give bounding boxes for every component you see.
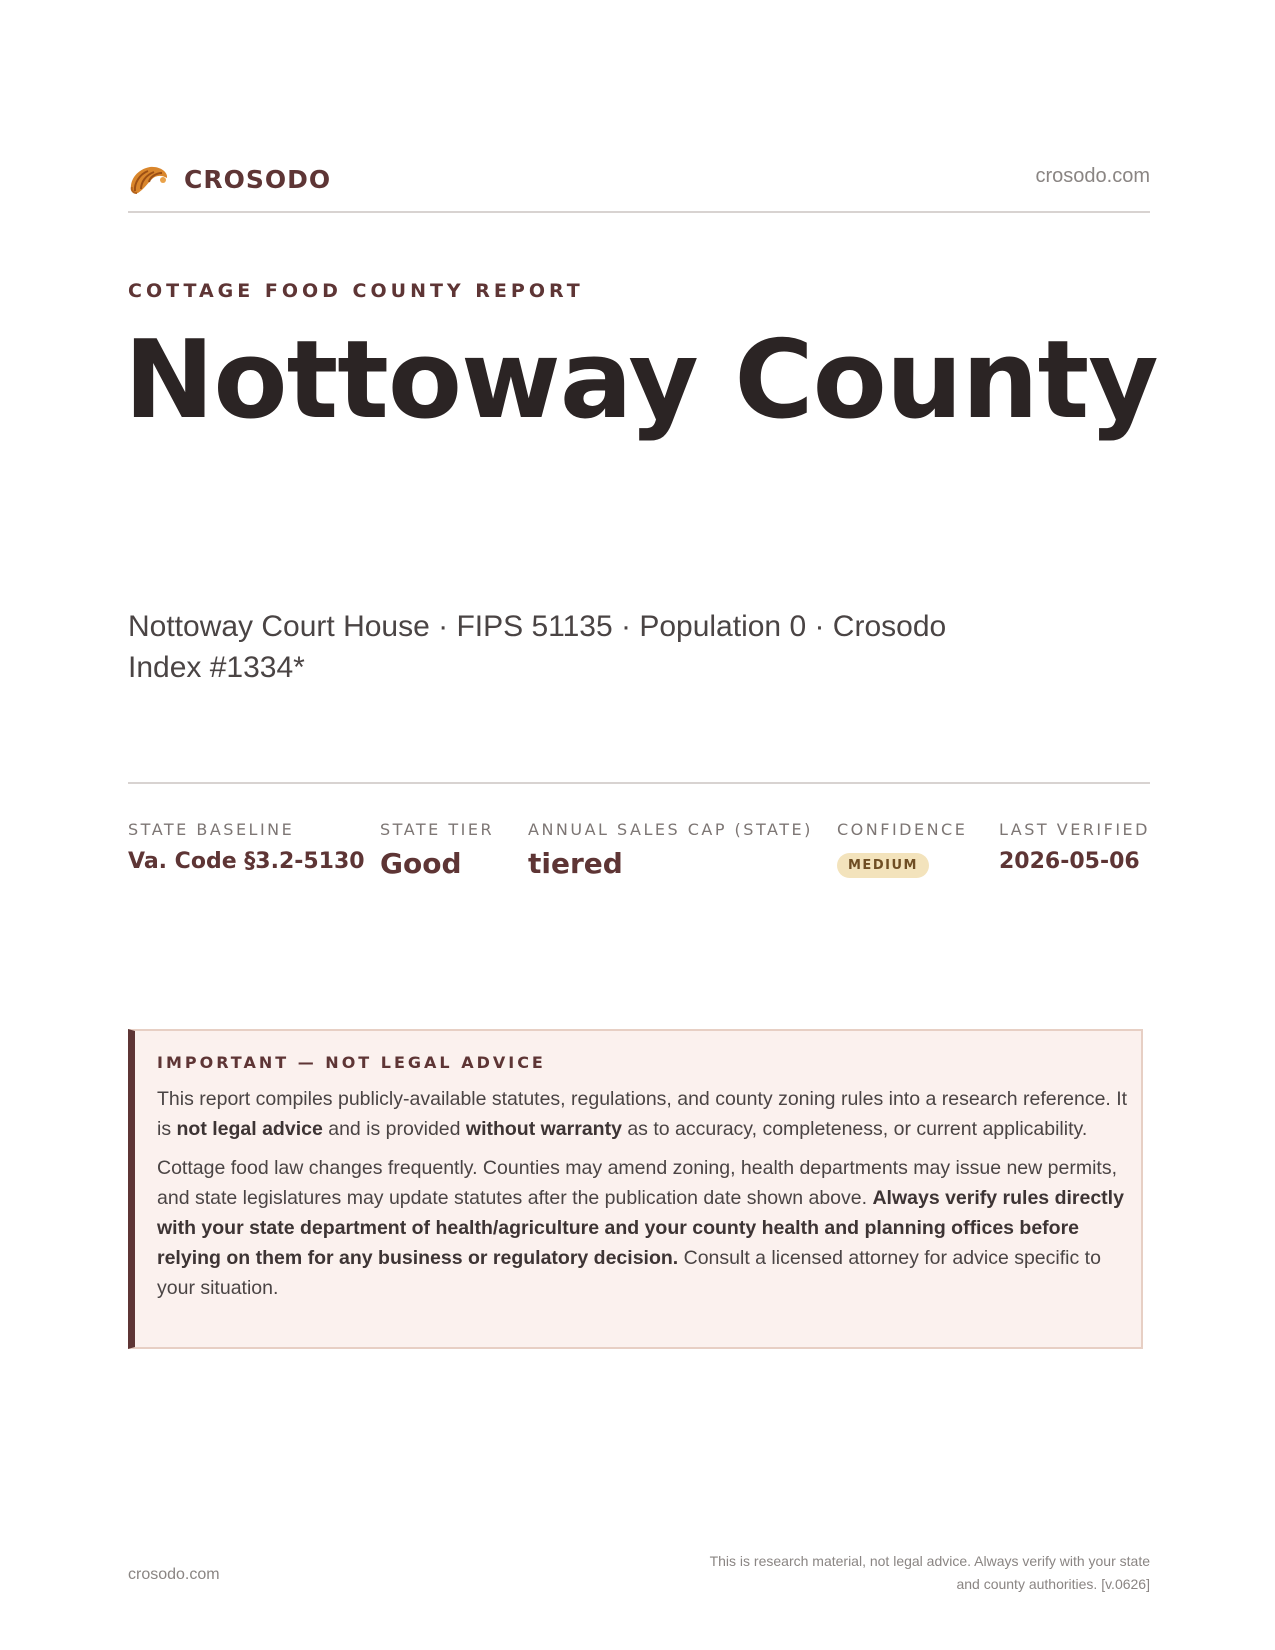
- report-eyebrow: COTTAGE FOOD COUNTY REPORT: [128, 280, 584, 302]
- footer-site-url[interactable]: crosodo.com: [128, 1566, 220, 1583]
- stat-label: LAST VERIFIED: [999, 820, 1150, 839]
- notice-emphasis: not legal advice: [176, 1118, 323, 1140]
- report-subtitle: Nottoway Court House · FIPS 51135 · Population 0 · Crosodo Index #1334*: [128, 610, 947, 684]
- notice-text: This report compiles publicly-available statutes, regulations, and county zoning rules into a research reference. It is: [157, 1088, 1128, 1140]
- notice-text: as to accuracy, completeness, or current applicability.: [621, 1118, 1088, 1140]
- notice-text: Cottage food law changes frequently. Counties may amend zoning, health departments may issue new permits, and state legislatures may update statutes after the publication date shown above.: [157, 1157, 1117, 1209]
- stat-value: tiered: [528, 847, 623, 880]
- brand-name: CROSODO: [184, 164, 332, 194]
- notice-heading: IMPORTANT — NOT LEGAL ADVICE: [157, 1053, 546, 1072]
- brand[interactable]: [128, 161, 331, 197]
- divider: [128, 782, 1150, 784]
- notice-emphasis: without warranty: [465, 1118, 622, 1140]
- stat-value: 2026-05-06: [999, 849, 1140, 874]
- stat-last-verified: [999, 820, 1150, 874]
- notice-paragraph: [157, 1153, 1132, 1303]
- notice-text: and is provided: [322, 1118, 466, 1140]
- page-header: [128, 155, 1150, 213]
- report-page: [124, 0, 1158, 1650]
- confidence-badge: MEDIUM: [837, 853, 929, 878]
- stat-value: Va. Code §3.2-5130: [128, 849, 365, 874]
- stat-label: STATE BASELINE: [128, 820, 295, 839]
- croissant-icon: [128, 161, 170, 197]
- footer-disclaimer: [590, 1550, 1150, 1596]
- notice-emphasis: Always verify rules directly with your state department of health/agriculture and your county health and planning offices before relying on them for any business or regulatory decision.: [157, 1187, 1124, 1269]
- footer-disclaimer-line: This is research material, not legal advice. Always verify with your state: [709, 1553, 1150, 1569]
- footer-disclaimer-line: and county authorities. [v.0626]: [956, 1576, 1150, 1592]
- notice-paragraph: [157, 1084, 1132, 1144]
- stat-confidence: [837, 820, 967, 878]
- stat-value: Good: [380, 847, 462, 880]
- site-url[interactable]: crosodo.com: [1035, 165, 1150, 187]
- stat-state-baseline: [128, 820, 365, 874]
- stat-state-tier: [380, 820, 494, 880]
- stat-annual-sales-cap: [528, 820, 813, 880]
- page-title: Nottoway County: [124, 318, 1158, 443]
- legal-notice: [128, 1029, 1143, 1349]
- stat-label: CONFIDENCE: [837, 820, 968, 839]
- notice-text: Consult a licensed attorney for advice specific to your situation.: [157, 1247, 1101, 1299]
- stat-label: STATE TIER: [380, 820, 495, 839]
- stat-label: ANNUAL SALES CAP (STATE): [528, 820, 813, 839]
